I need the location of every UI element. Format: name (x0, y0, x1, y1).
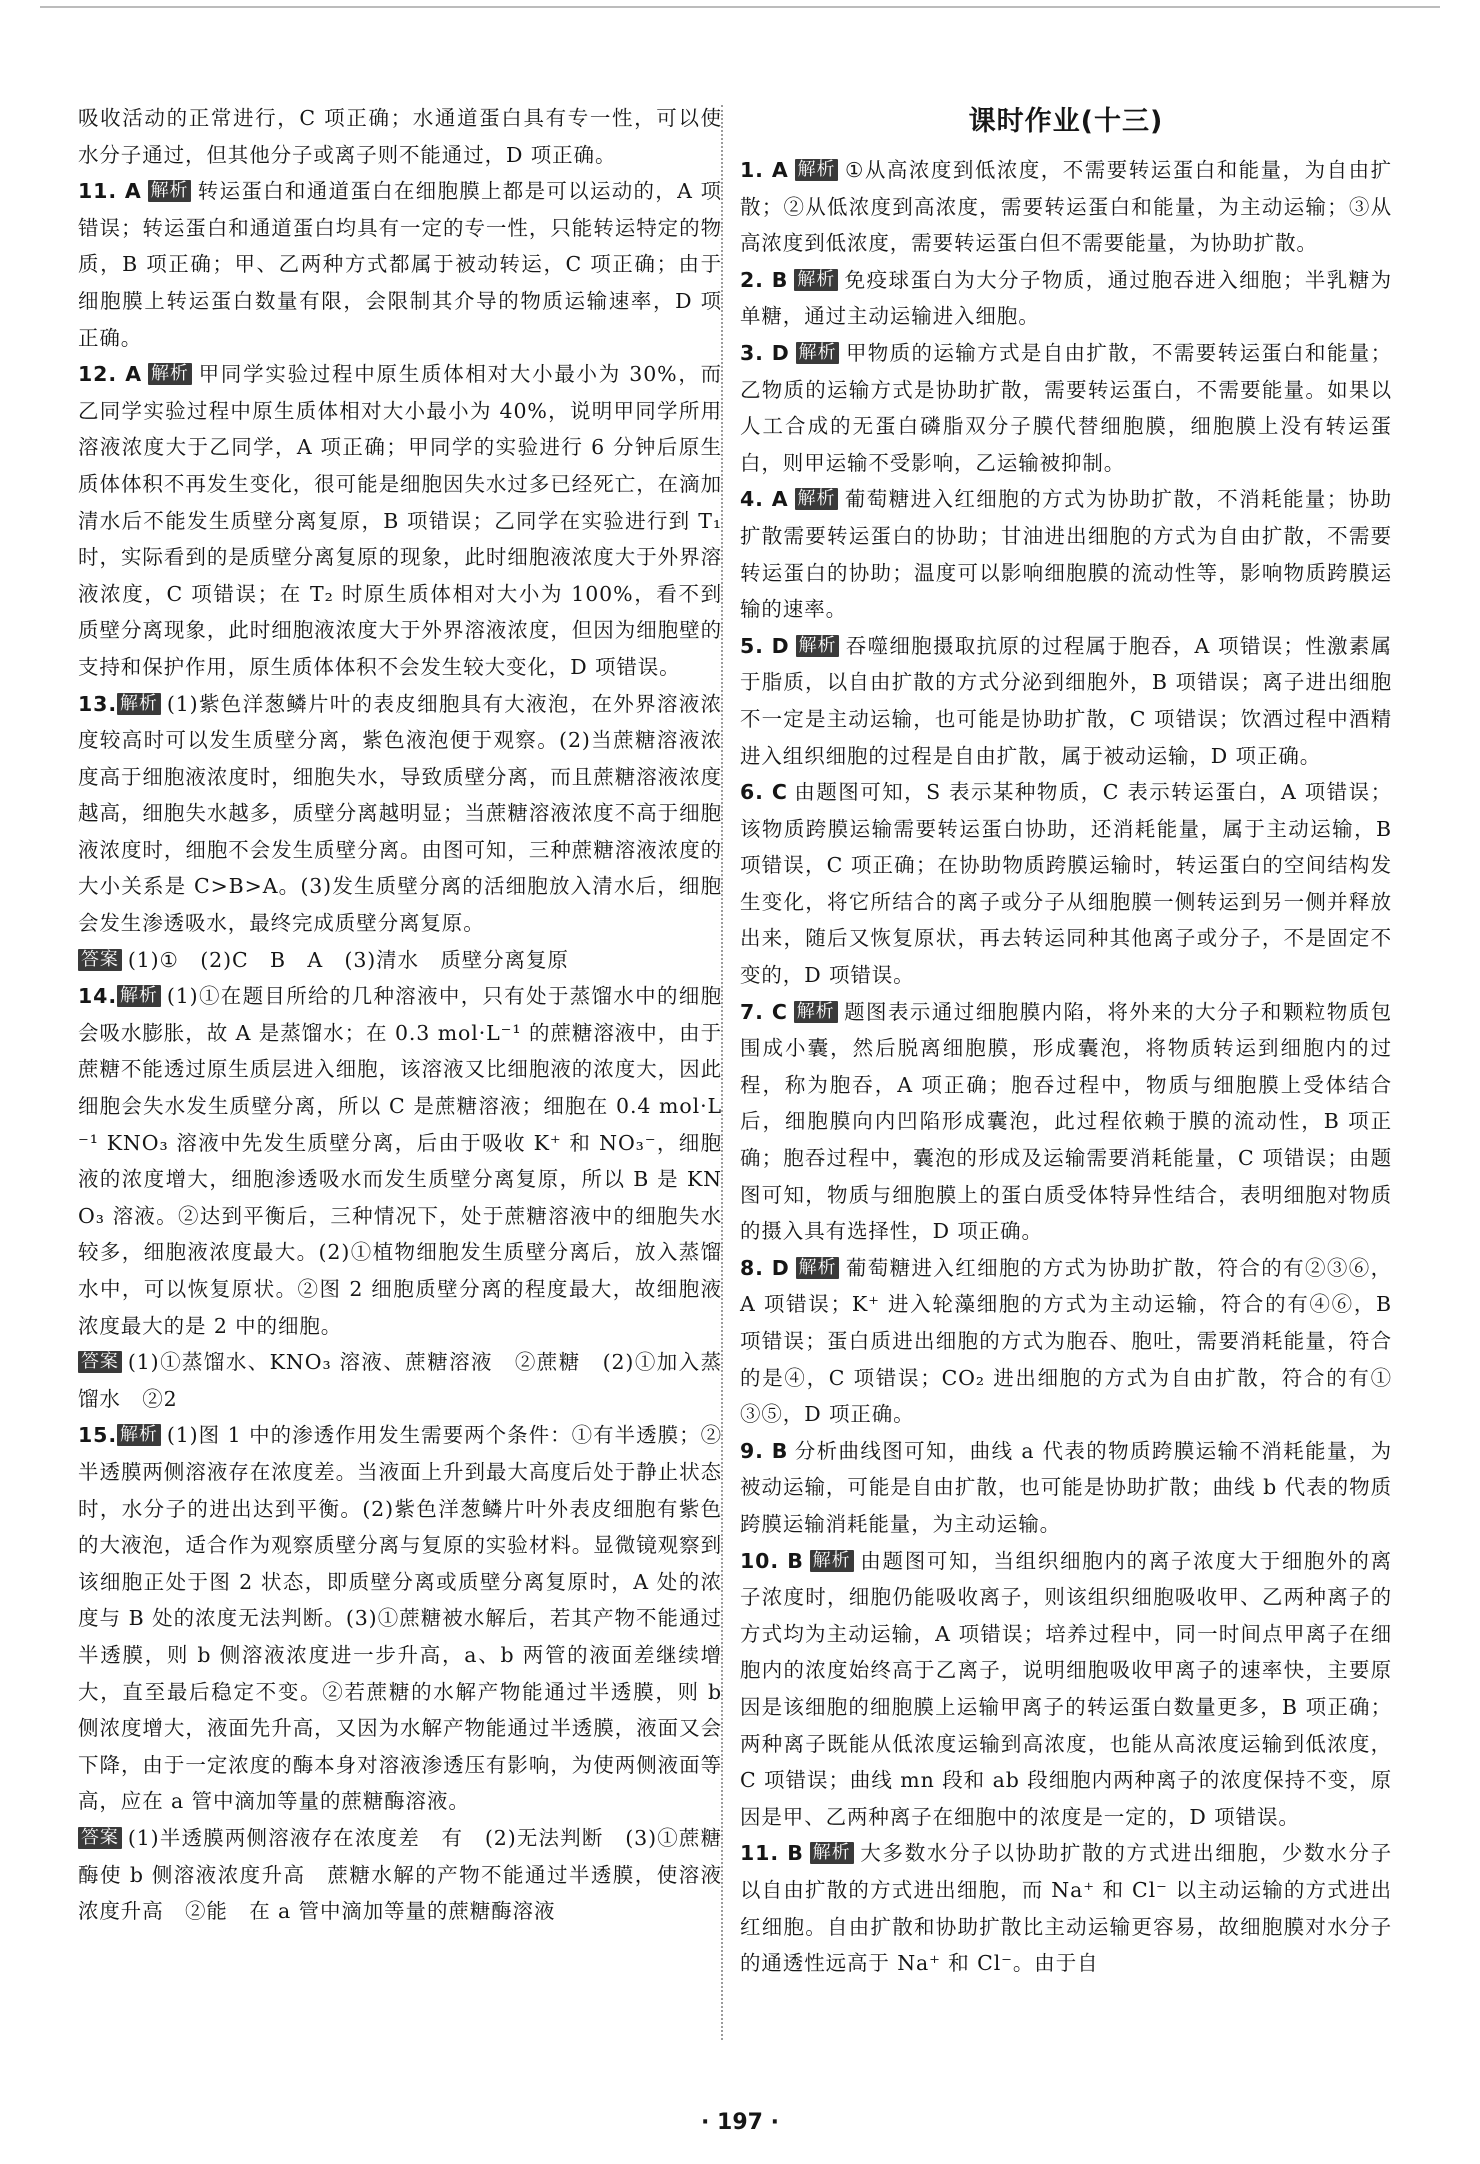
question-number: 2. (740, 267, 764, 292)
analysis-text: 吞噬细胞摄取抗原的过程属于胞吞，A 项错误；性激素属于脂质，以自由扩散的方式分泌到细胞外，B 项错误；离子进出细胞不一定是主动运输，也可能是协助扩散，C 项错误；饮酒过程中酒精进入组织细胞的过程是自由扩散，属于被动运输，D 项正确。 (740, 633, 1392, 768)
analysis-text: 葡萄糖进入红细胞的方式为协助扩散，不消耗能量；协助扩散需要转运蛋白的协助；甘油进出细胞的方式为自由扩散，不需要转运蛋白的协助；温度可以影响细胞膜的流动性等，影响物质跨膜运输的速率。 (740, 487, 1392, 622)
question-number: 8. (740, 1255, 764, 1280)
question-number: 6. (740, 780, 764, 805)
analysis-text: (1)紫色洋葱鳞片叶的表皮细胞具有大液泡，在外界溶液浓度较高时可以发生质壁分离，紫色液泡便于观察。(2)当蔗糖溶液浓度高于细胞液浓度时，细胞失水，导致质壁分离，而且蔗糖溶液浓度越高，细胞失水越多，质壁分离越明显；当蔗糖溶液浓度不高于细胞液浓度时，细胞不会发生质壁分离。由图可知，三种蔗糖溶液浓度的大小关系是 C>B>A。(3)发生质壁分离的活细胞放入清水后，细胞会发生渗透吸水，最终完成质壁分离复原。 (78, 691, 722, 936)
choice-answer: A (771, 487, 789, 512)
analysis-tag: 解析 (794, 269, 838, 291)
answer-text: (1)①蒸馏水、KNO₃ 溶液、蔗糖溶液 ②蔗糖 (2)①加入蒸馏水 ②2 (78, 1350, 722, 1411)
analysis-text: 免疫球蛋白为大分子物质，通过胞吞进入细胞；半乳糖为单糖，通过主动运输进入细胞。 (740, 267, 1392, 329)
answer-item (740, 481, 1392, 627)
answer-item (78, 356, 722, 685)
answer-item (740, 1543, 1392, 1836)
choice-answer: B (787, 1841, 804, 1866)
analysis-tag: 解析 (796, 1257, 840, 1279)
answer-item (740, 335, 1392, 481)
answer-paragraph (740, 1543, 1392, 1836)
analysis-tag: 解析 (795, 159, 839, 181)
analysis-text: 转运蛋白和通道蛋白在细胞膜上都是可以运动的，A 项错误；转运蛋白和通道蛋白均具有一定的专一性，只能转运特定的物质，B 项正确；甲、乙两种方式都属于被动转运，C 项正确；由于细胞膜上转运蛋白数量有限，会限制其介导的物质运输速率，D 项正确。 (78, 179, 722, 350)
answer-item (78, 686, 722, 979)
question-number: 5. (740, 633, 764, 658)
choice-answer: A (125, 362, 143, 387)
right-column (740, 100, 1392, 1982)
answer-paragraph (740, 1250, 1392, 1433)
answer-paragraph (78, 1417, 722, 1820)
question-number: 1. (740, 158, 764, 182)
question-number: 4. (740, 487, 764, 512)
left-column (78, 100, 722, 1930)
answer-paragraph (740, 262, 1392, 335)
page-number: · 197 · (701, 2110, 779, 2135)
answer-text: (1)半透膜两侧溶液存在浓度差 有 (2)无法判断 (3)①蔗糖酶使 b 侧溶液浓度升高 蔗糖水解的产物不能通过半透膜，使溶液浓度升高 ②能 在 a 管中滴加等量的蔗糖酶溶液 (78, 1825, 722, 1924)
final-answer (78, 1344, 722, 1417)
answer-paragraph (740, 628, 1392, 774)
final-answer (78, 942, 722, 979)
analysis-tag: 解析 (810, 1550, 854, 1572)
question-number: 12. (78, 362, 118, 387)
answer-item (740, 152, 1392, 262)
answer-item (740, 262, 1392, 335)
answer-paragraph (740, 1835, 1392, 1981)
answer-paragraph (740, 994, 1392, 1250)
analysis-text: 甲同学实验过程中原生质体相对大小最小为 30%，而乙同学实验过程中原生质体相对大小最小为 40%，说明甲同学所用溶液浓度大于乙同学，A 项正确；甲同学的实验进行 6 分钟后原生质体体积不再发生变化，很可能是细胞因失水过多已经死亡，在滴加清水后不能发生质壁分离复原，B 项错误；乙同学在实验进行到 T₁ 时，实际看到的是质壁分离复原的现象，此时细胞液浓度大于外界溶液浓度，C 项错误；在 T₂ 时原生质体相对大小为 100%，看不到质壁分离现象，此时细胞液浓度大于外界溶液浓度，但因为细胞壁的支持和保护作用，原生质体体积不会发生较大变化，D 项错误。 (78, 362, 722, 679)
analysis-text: (1)①在题目所给的几种溶液中，只有处于蒸馏水中的细胞会吸水膨胀，故 A 是蒸馏水；在 0.3 mol·L⁻¹ 的蔗糖溶液中，由于蔗糖不能透过原生质层进入细胞，该溶液又比细胞液的浓度大，因此细胞会失水发生质壁分离，所以 C 是蔗糖溶液；细胞在 0.4 mol·L⁻¹ KNO₃ 溶液中先发生质壁分离，后由于吸收 K⁺ 和 NO₃⁻，细胞液的浓度增大，细胞渗透吸水而发生质壁分离复原，所以 B 是 KNO₃ 溶液。②达到平衡后，三种情况下，处于蔗糖溶液中的细胞失水较多，细胞液浓度最大。(2)①植物细胞发生质壁分离后，放入蒸馏水中，可以恢复原状。②图 2 细胞质壁分离的程度最大，故细胞液浓度最大的是 2 中的细胞。 (78, 984, 722, 1338)
answer-item (740, 1835, 1392, 1981)
analysis-tag: 解析 (810, 1842, 854, 1864)
analysis-tag: 解析 (117, 693, 161, 715)
answer-paragraph (740, 152, 1392, 262)
answer-item (78, 173, 722, 356)
answer-tag: 答案 (78, 1351, 122, 1373)
analysis-text: ①从高浓度到低浓度，不需要转运蛋白和能量，为自由扩散；②从低浓度到高浓度，需要转运蛋白和能量，为主动运输；③从高浓度到低浓度，需要转运蛋白但不需要能量，为协助扩散。 (740, 158, 1392, 256)
answer-item (740, 1433, 1392, 1543)
question-number: 11. (740, 1841, 780, 1866)
analysis-tag: 解析 (796, 342, 840, 364)
answer-item (78, 1417, 722, 1929)
answer-text: (1)① (2)C B A (3)清水 质壁分离复原 (127, 947, 569, 972)
answer-item (740, 994, 1392, 1250)
question-number: 3. (740, 340, 764, 365)
choice-answer: D (771, 340, 790, 365)
analysis-tag: 解析 (117, 985, 161, 1007)
left-items (78, 173, 722, 1930)
analysis-text: 甲物质的运输方式是自由扩散，不需要转运蛋白和能量；乙物质的运输方式是协助扩散，需要转运蛋白，不需要能量。如果以人工合成的无蛋白磷脂双分子膜代替细胞膜，细胞膜上没有转运蛋白，则甲运输不受影响，乙运输被抑制。 (740, 340, 1393, 475)
analysis-tag: 解析 (148, 180, 192, 202)
analysis-text: (1)图 1 中的渗透作用发生需要两个条件：①有半透膜；②半透膜两侧溶液存在浓度差。当液面上升到最大高度后处于静止状态时，水分子的进出达到平衡。(2)紫色洋葱鳞片叶外表皮细胞有紫色的大液泡，适合作为观察质壁分离与复原的实验材料。显微镜观察到该细胞正处于图 2 状态，即质壁分离或质壁分离复原时，A 处的浓度与 B 处的浓度无法判断。(3)①蔗糖被水解后，若其产物不能通过半透膜，则 b 侧溶液浓度进一步升高，a、b 两管的液面差继续增大，直至最后稳定不变。②若蔗糖的水解产物能通过半透膜，则 b 侧浓度增大，液面先升高，又因为水解产物能通过半透膜，液面又会下降，由于一定浓度的酶本身对溶液渗透压有影响，为使两侧液面等高，应在 a 管中滴加等量的蔗糖酶溶液。 (78, 1423, 722, 1814)
analysis-text: 由题图可知，当组织细胞内的离子浓度大于细胞外的离子浓度时，细胞仍能吸收离子，则该组织细胞吸收甲、乙两种离子的方式均为主动运输，A 项错误；培养过程中，同一时间点甲离子在细胞内的浓度始终高于乙离子，说明细胞吸收甲离子的速率快，主要原因是该细胞的细胞膜上运输甲离子的转运蛋白数量更多，B 项正确；两种离子既能从低浓度运输到高浓度，也能从高浓度运输到低浓度，C 项错误；曲线 mn 段和 ab 段细胞内两种离子的浓度保持不变，原因是甲、乙两种离子在细胞中的浓度是一定的，D 项错误。 (740, 1548, 1392, 1829)
choice-answer: A (771, 158, 789, 182)
answer-item (740, 628, 1392, 774)
analysis-tag: 解析 (117, 1424, 161, 1446)
question-number: 13. (78, 691, 118, 716)
choice-answer: A (124, 179, 142, 204)
top-rule (40, 6, 1440, 8)
choice-answer: B (771, 267, 789, 292)
analysis-text: 由题图可知，S 表示某种物质，C 表示转运蛋白，A 项错误；该物质跨膜运输需要转运蛋白协助，还消耗能量，属于主动运输，B 项错误，C 项正确；在协助物质跨膜运输时，转运蛋白的空间结构发生变化，将它所结合的离子或分子从细胞膜一侧转运到另一侧并释放出来，随后又恢复原状，再去转运同种其他离子或分子，不是固定不变的，D 项错误。 (740, 780, 1392, 988)
answer-paragraph (740, 335, 1392, 481)
choice-answer: B (787, 1548, 804, 1573)
answer-paragraph (78, 686, 722, 942)
answer-paragraph (78, 978, 722, 1344)
choice-answer: B (771, 1438, 789, 1463)
analysis-tag: 解析 (148, 363, 192, 385)
answer-item (740, 1250, 1392, 1433)
answer-paragraph (740, 1433, 1392, 1543)
section-title: 课时作业(十三) (968, 106, 1164, 137)
question-number: 11. (78, 179, 118, 204)
choice-answer: C (771, 999, 788, 1024)
question-number: 15. (78, 1423, 118, 1448)
analysis-text: 题图表示通过细胞膜内陷，将外来的大分子和颗粒物质包围成小囊，然后脱离细胞膜，形成囊泡，将物质转运到细胞内的过程，称为胞吞，A 项正确；胞吞过程中，物质与细胞膜上受体结合后，细胞膜向内凹陷形成囊泡，此过程依赖于膜的流动性，B 项正确；胞吞过程中，囊泡的形成及运输需要消耗能量，C 项错误；由题图可知，物质与细胞膜上的蛋白质受体特异性结合，表明细胞对物质的摄入具有选择性，D 项正确。 (740, 999, 1392, 1244)
choice-answer: D (771, 633, 790, 658)
answer-paragraph (78, 173, 722, 356)
analysis-text: 大多数水分子以协助扩散的方式进出细胞，少数水分子以自由扩散的方式进出细胞，而 Na⁺ 和 Cl⁻ 以主动运输的方式进出红细胞。自由扩散和协助扩散比主动运输更容易，故细胞膜对水分子的通透性远高于 Na⁺ 和 Cl⁻。由于自 (740, 1841, 1392, 1976)
answer-tag: 答案 (78, 1827, 122, 1849)
right-items (740, 152, 1392, 1982)
analysis-text: 分析曲线图可知，曲线 a 代表的物质跨膜运输不消耗能量，为被动运输，可能是自由扩散，也可能是协助扩散；曲线 b 代表的物质跨膜运输消耗能量，为主动运输。 (740, 1438, 1393, 1536)
final-answer (78, 1820, 722, 1930)
continuation-text: 吸收活动的正常进行，C 项正确；水通道蛋白具有专一性，可以使水分子通过，但其他分子或离子则不能通过，D 项正确。 (78, 106, 722, 167)
choice-answer: C (771, 780, 788, 805)
analysis-tag: 解析 (795, 488, 839, 510)
answer-paragraph (78, 356, 722, 685)
answer-paragraph (740, 774, 1392, 994)
question-number: 14. (78, 984, 118, 1009)
answer-paragraph (740, 481, 1392, 627)
answer-item (78, 978, 722, 1417)
choice-answer: D (771, 1255, 790, 1280)
analysis-tag: 解析 (794, 1001, 838, 1023)
analysis-text: 葡萄糖进入红细胞的方式为协助扩散，符合的有②③⑥，A 项错误；K⁺ 进入轮藻细胞的方式为主动运输，符合的有④⑥，B 项错误；蛋白质进出细胞的方式为胞吞、胞吐，需要消耗能量，符合的是④，C 项错误；CO₂ 进出细胞的方式为自由扩散，符合的有①③⑤，D 项正确。 (740, 1255, 1393, 1427)
question-number: 10. (740, 1548, 780, 1573)
question-number: 7. (740, 999, 764, 1024)
answer-tag: 答案 (78, 949, 122, 971)
question-number: 9. (740, 1438, 764, 1463)
analysis-tag: 解析 (796, 635, 840, 657)
answer-item (740, 774, 1392, 994)
